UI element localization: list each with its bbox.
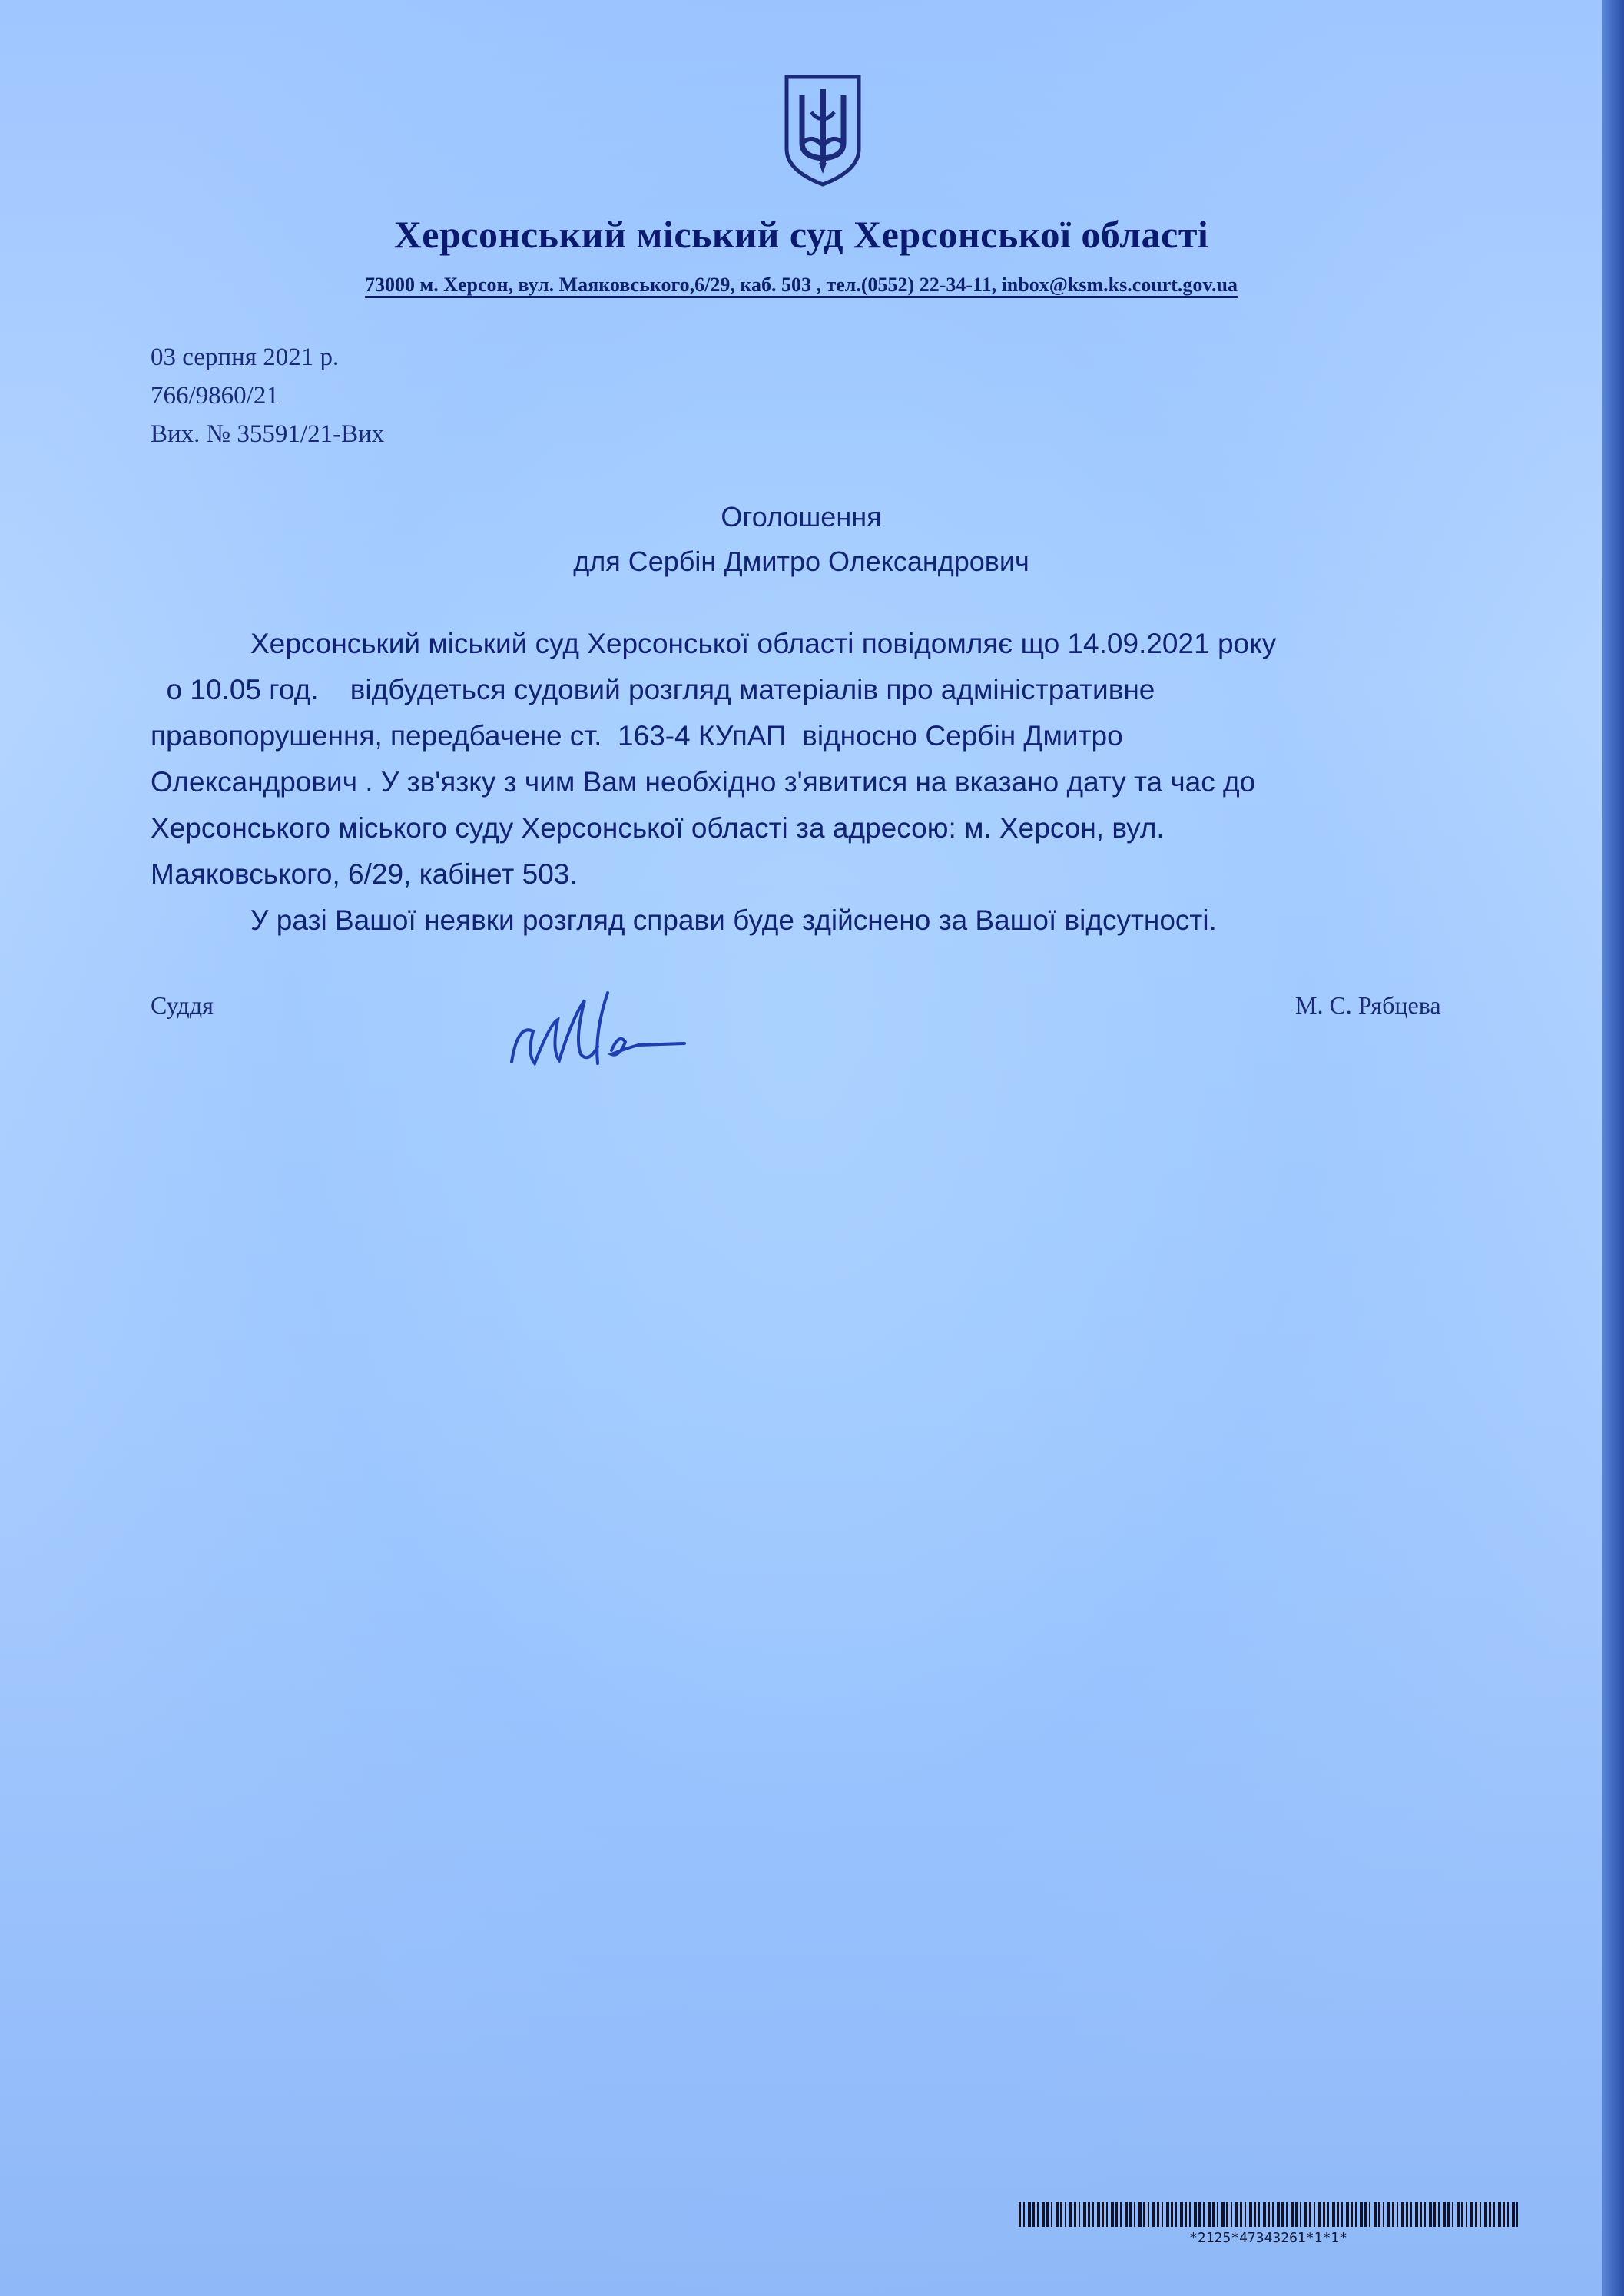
court-name: Херсонський міський суд Херсонської області bbox=[393, 213, 1209, 256]
page-edge-shadow bbox=[1602, 0, 1624, 2296]
barcode bbox=[1019, 2202, 1518, 2227]
document-date: 03 серпня 2021 р. bbox=[151, 343, 340, 371]
outgoing-number: Вих. № 35591/21-Вих bbox=[151, 420, 385, 448]
judge-name: М. С. Рябцева bbox=[1295, 991, 1441, 1019]
signature-label: Суддя bbox=[151, 991, 214, 1019]
body-line: Олександрович . У зв'язку з чим Вам необхідно з'явитися на вказано дату та час до bbox=[151, 766, 1256, 798]
document-meta bbox=[151, 338, 384, 453]
barcode-text: *2125*47343261*1*1* bbox=[1189, 2230, 1347, 2246]
body-line: Херсонський міський суд Херсонської області повідомляє що 14.09.2021 року bbox=[250, 628, 1277, 659]
notice-title: Оголошення bbox=[721, 501, 882, 533]
notice-recipient: для Сербін Дмитро Олександрович bbox=[573, 546, 1029, 577]
case-number: 766/9860/21 bbox=[151, 382, 279, 410]
body-line: Маяковського, 6/29, кабінет 503. bbox=[151, 858, 578, 890]
body-line: о 10.05 год. відбудеться судовий розгляд матеріалів про адміністративне bbox=[151, 674, 1155, 705]
court-address: 73000 м. Херсон, вул. Маяковського,6/29, каб. 503 , тел.(0552) 22-34-11, inbox@ksm.ks.court.gov.ua bbox=[365, 274, 1238, 296]
handwritten-signature bbox=[504, 977, 696, 1085]
notice-body bbox=[151, 621, 1503, 944]
body-line: правопорушення, передбачене ст. 163-4 КУпАП відносно Сербін Дмитро bbox=[151, 720, 1123, 752]
trident-coat-of-arms-icon bbox=[781, 72, 865, 187]
body-paragraph-absence: У разі Вашої неявки розгляд справи буде здійснено за Вашої відсутності. bbox=[250, 904, 1217, 936]
body-line: Херсонського міського суду Херсонської області за адресою: м. Херсон, вул. bbox=[151, 812, 1165, 844]
